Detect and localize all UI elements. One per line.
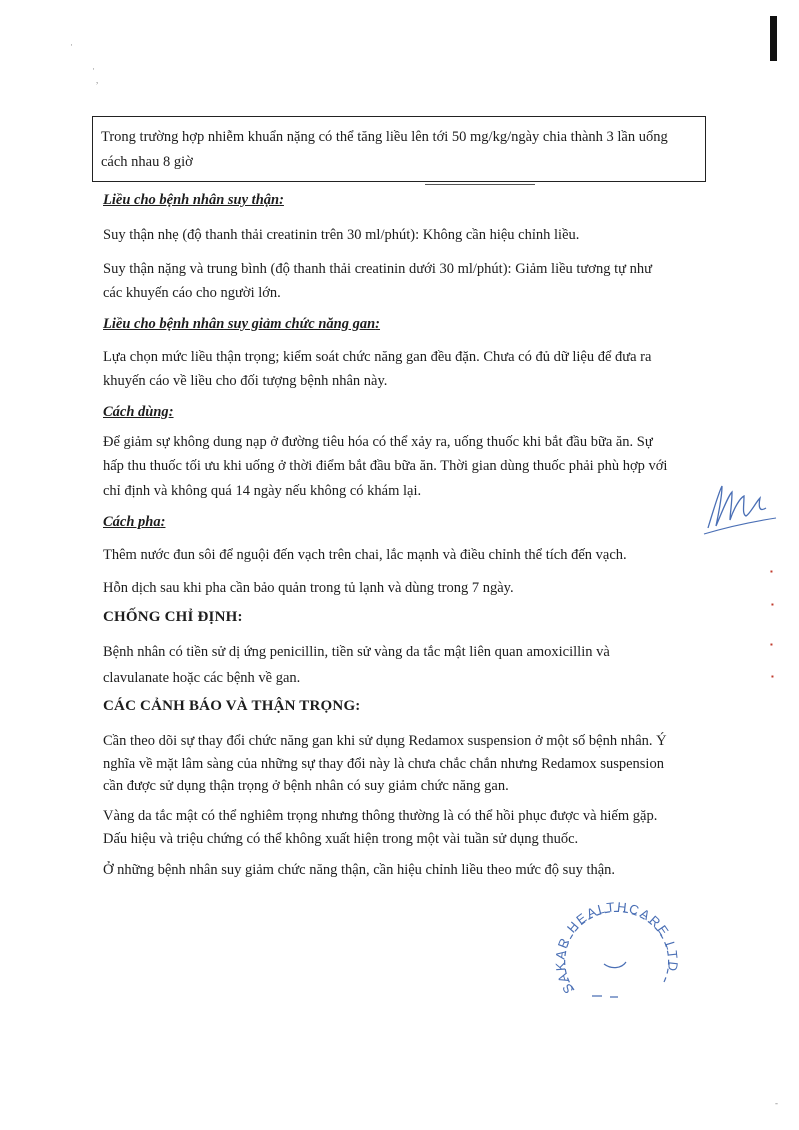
scan-artifact: ▪ bbox=[771, 672, 774, 681]
hepatic-text: Lựa chọn mức liều thận trọng; kiểm soát chức năng gan đều đặn. Chưa có đủ dữ liệu để đưa ra bbox=[103, 349, 652, 365]
hepatic-heading-line: Liều cho bệnh nhân suy giảm chức năng gan: bbox=[103, 316, 381, 332]
scan-artifact: ▪ bbox=[770, 640, 773, 649]
hepatic-heading: Liều cho bệnh nhân suy giảm chức năng gan bbox=[103, 316, 376, 332]
scan-speck: , bbox=[96, 75, 99, 85]
renal-heading-line: Liều cho bệnh nhân suy thận: bbox=[103, 192, 284, 208]
scan-artifact: ▪ bbox=[771, 600, 774, 609]
hepatic-text: khuyến cáo về liều cho đối tượng bệnh nhân này. bbox=[103, 373, 388, 389]
warnings-text: Cần theo dõi sự thay đổi chức năng gan khi sử dụng Redamox suspension ở một số bệnh nhân. Ý bbox=[103, 733, 667, 749]
boxed-note-line: Trong trường hợp nhiễm khuẩn nặng có thể tăng liều lên tới 50 mg/kg/ngày chia thành 3 lần uống bbox=[101, 129, 668, 145]
preparation-text: Thêm nước đun sôi để nguội đến vạch trên chai, lắc mạnh và điều chỉnh thể tích đến vạch. bbox=[103, 547, 627, 563]
scan-artifact: ▪ bbox=[770, 567, 773, 576]
renal-severe-text: các khuyến cáo cho người lớn. bbox=[103, 285, 281, 301]
scan-speck: · bbox=[92, 64, 95, 74]
boxed-dosage-note bbox=[92, 116, 706, 182]
renal-severe-text: Suy thận nặng và trung bình (độ thanh thải creatinin dưới 30 ml/phút): Giảm liều tương tự như bbox=[103, 261, 652, 277]
preparation-text: Hỗn dịch sau khi pha cần bảo quản trong tủ lạnh và dùng trong 7 ngày. bbox=[103, 580, 514, 596]
signature-mark bbox=[700, 478, 780, 538]
divider-line bbox=[425, 184, 535, 185]
usage-text: Để giảm sự không dung nạp ở đường tiêu hóa có thể xảy ra, uống thuốc khi bắt đầu bữa ăn. Sự bbox=[103, 434, 653, 450]
usage-heading-line: Cách dùng: bbox=[103, 404, 174, 420]
usage-text: chỉ định và không quá 14 ngày nếu không có khám lại. bbox=[103, 483, 422, 499]
scan-edge-marker bbox=[770, 16, 777, 61]
scan-speck: - bbox=[775, 1098, 778, 1108]
renal-heading: Liều cho bệnh nhân suy thận bbox=[103, 192, 280, 208]
contraindications-text: Bệnh nhân có tiền sử dị ứng penicillin, tiền sử vàng da tắc mật liên quan amoxicillin và bbox=[103, 644, 610, 660]
warnings-text: Vàng da tắc mật có thể nghiêm trọng nhưng thông thường là có thể hồi phục được và hiếm gặp. bbox=[103, 808, 658, 824]
warnings-text: Dấu hiệu và triệu chứng có thể không xuất hiện trong một vài tuần sử dụng thuốc. bbox=[103, 831, 579, 847]
usage-text: hấp thu thuốc tối ưu khi uống ở thời điểm bắt đầu bữa ăn. Thời gian dùng thuốc phải phù hợp với bbox=[103, 458, 668, 474]
warnings-text: nghĩa về mặt lâm sàng của những sự thay đổi này là chưa chắc chắn nhưng Redamox suspension bbox=[103, 756, 664, 772]
boxed-note-line: cách nhau 8 giờ bbox=[101, 154, 193, 170]
renal-mild-text: Suy thận nhẹ (độ thanh thải creatinin trên 30 ml/phút): Không cần hiệu chỉnh liều. bbox=[103, 227, 580, 243]
warnings-text: Ở những bệnh nhân suy giảm chức năng thận, cần hiệu chỉnh liều theo mức độ suy thận. bbox=[103, 862, 616, 878]
scan-speck: · bbox=[70, 40, 73, 50]
usage-heading: Cách dùng bbox=[103, 404, 169, 420]
warnings-heading: CÁC CẢNH BÁO VÀ THẬN TRỌNG: bbox=[103, 698, 361, 714]
company-stamp bbox=[552, 898, 684, 1002]
svg-text:SAKAR HEALTHCARE LTD: SAKAR HEALTHCARE LTD bbox=[552, 899, 681, 997]
contraindications-heading: CHỐNG CHỈ ĐỊNH: bbox=[103, 609, 243, 625]
contraindications-text: clavulanate hoặc các bệnh về gan. bbox=[103, 670, 301, 686]
preparation-heading-line: Cách pha: bbox=[103, 514, 166, 530]
preparation-heading: Cách pha bbox=[103, 514, 161, 530]
warnings-text: cần được sử dụng thận trọng ở bệnh nhân có suy giảm chức năng gan. bbox=[103, 778, 509, 794]
